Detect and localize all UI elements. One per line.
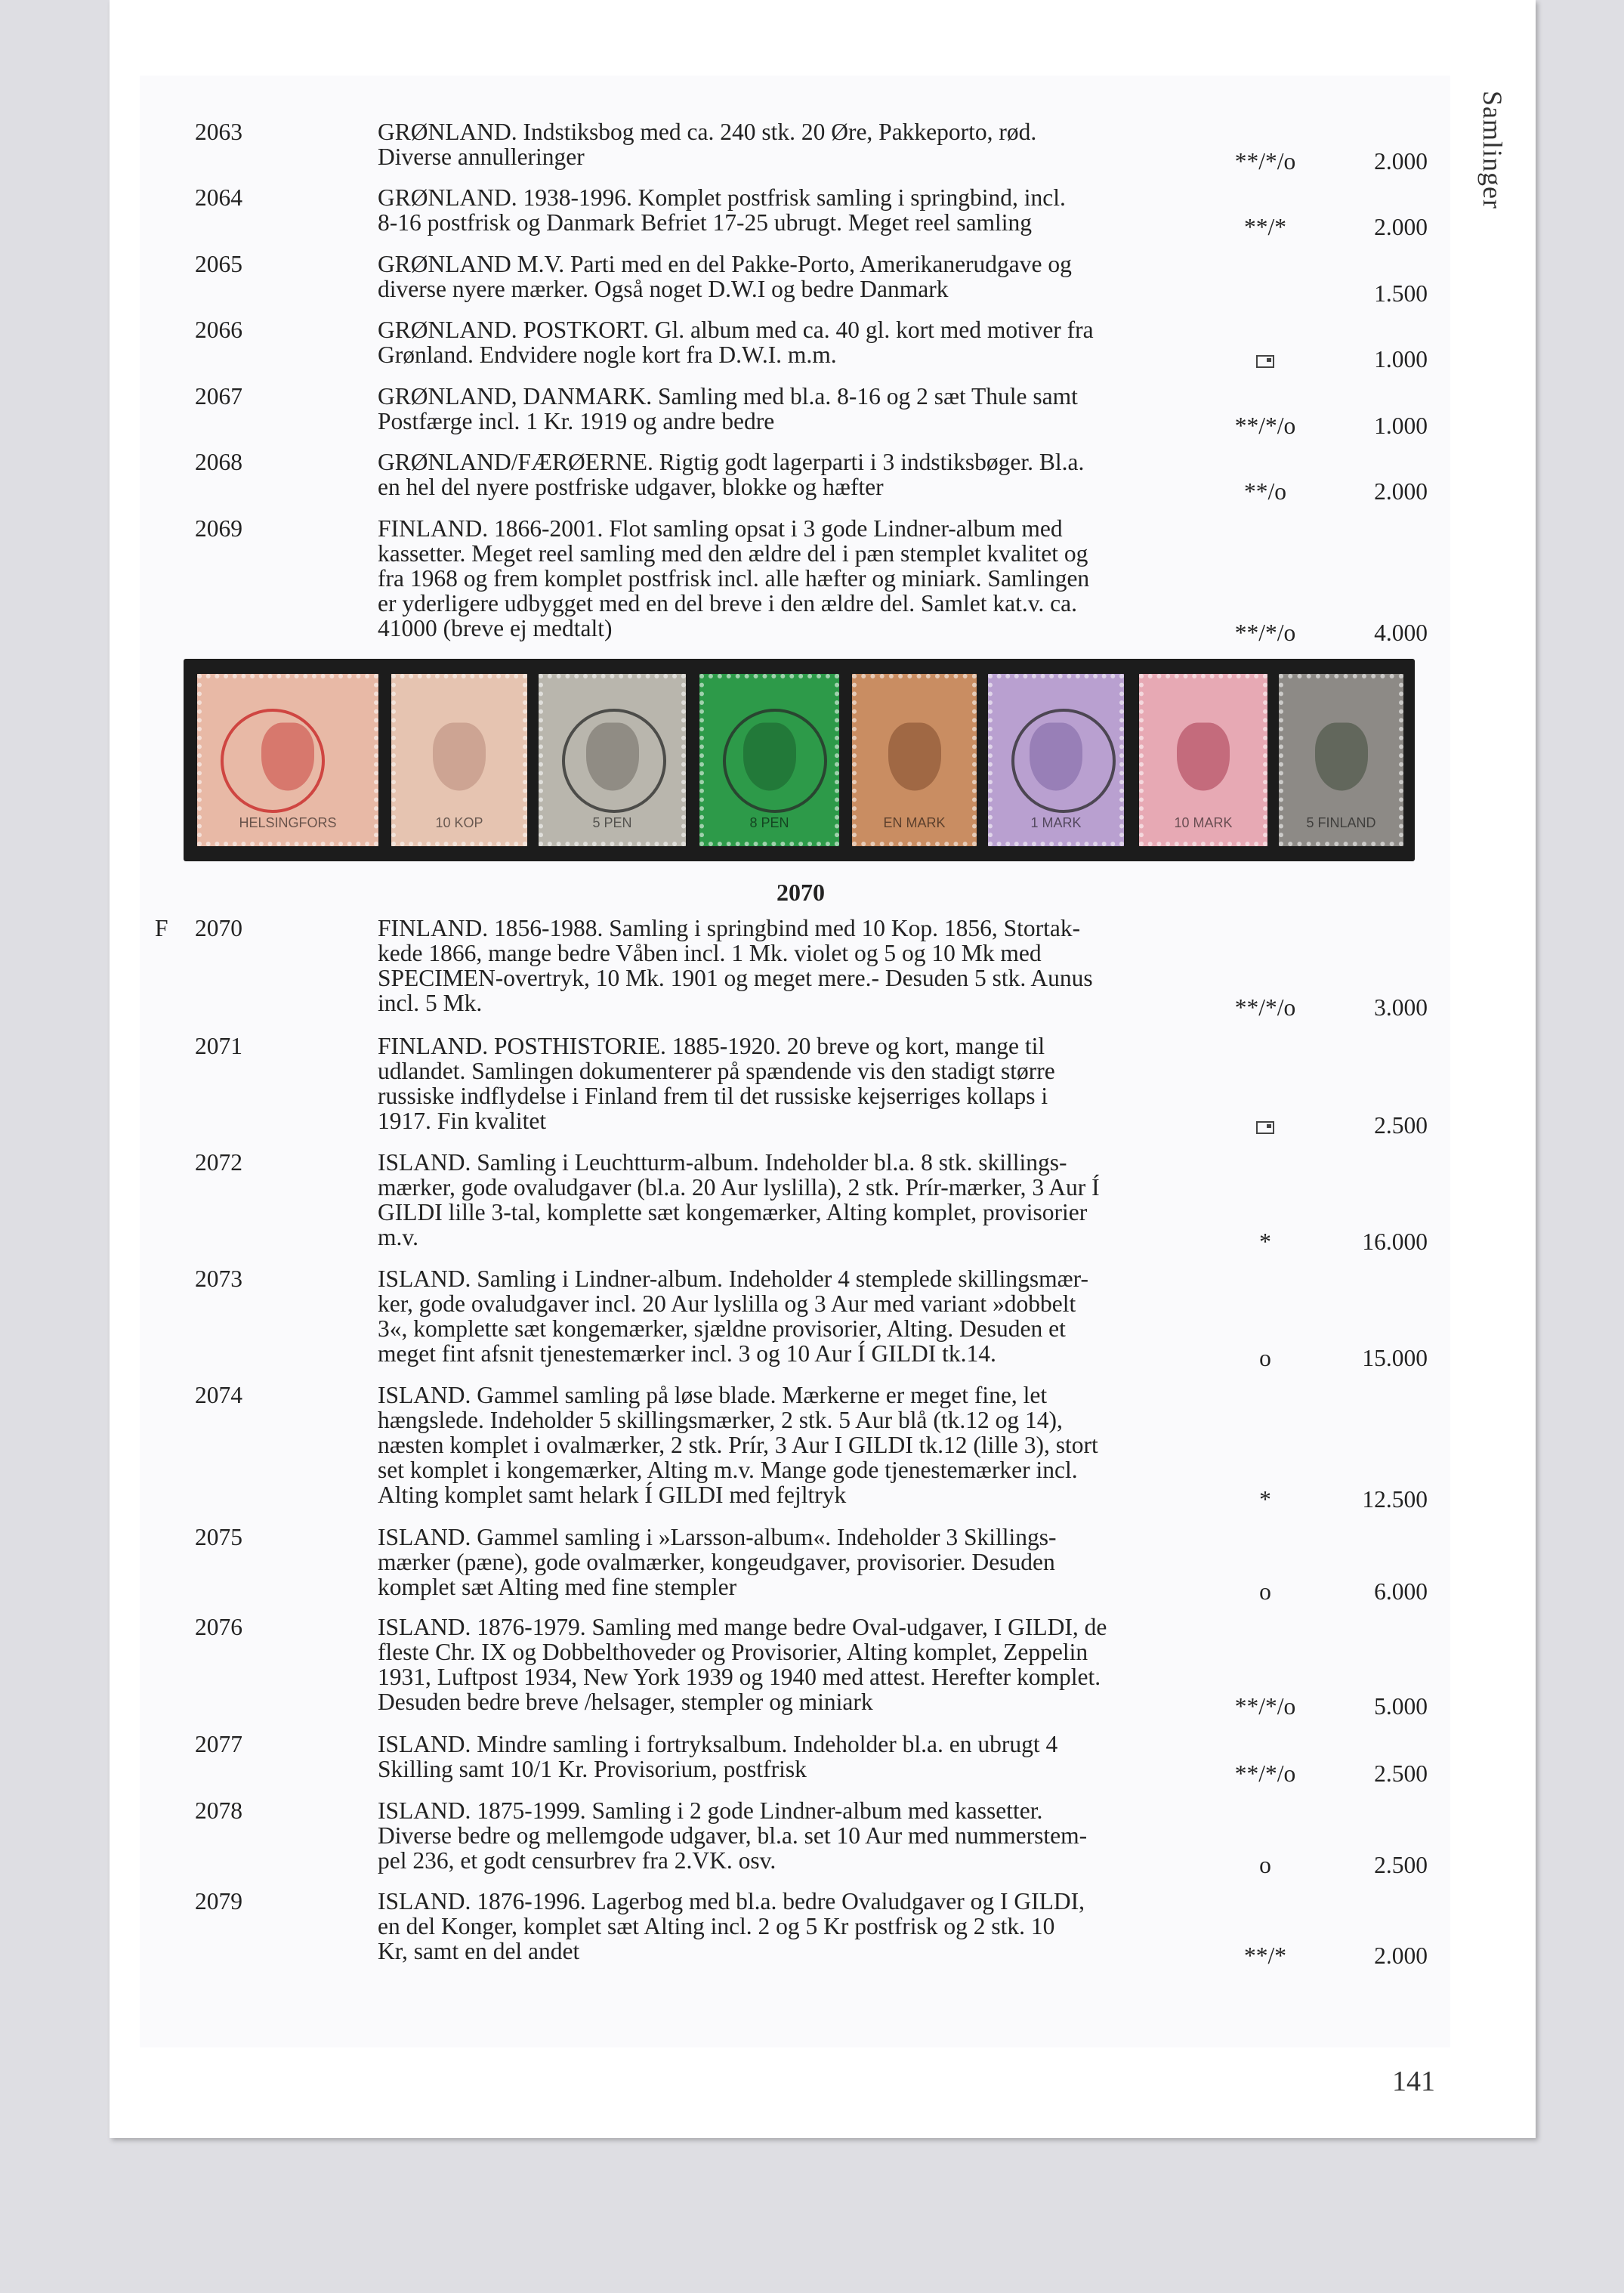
- lot-price: 16.000: [1362, 1228, 1428, 1255]
- stamp-label: 10 MARK: [1174, 815, 1233, 830]
- lot-condition: **/*: [1243, 214, 1286, 240]
- stamp: [852, 674, 977, 846]
- lot-price: 1.000: [1374, 413, 1428, 439]
- lot-description: [378, 317, 1231, 367]
- lot-price: 12.500: [1362, 1486, 1428, 1513]
- lot-number: 2069: [195, 515, 242, 542]
- lot-description-line: m.v.: [378, 1224, 418, 1250]
- lot-price: 2.500: [1374, 1852, 1428, 1878]
- lot-condition: **/*/o: [1234, 1693, 1296, 1720]
- lot-price: 15.000: [1362, 1345, 1428, 1371]
- lot-description-line: 8-16 postfrisk og Danmark Befriet 17-25 ubrugt. Meget reel samling: [378, 209, 1033, 236]
- figure-caption: 2070: [776, 879, 825, 906]
- lot-description-line: ISLAND. Samling i Leuchtturm-album. Indeholder bl.a. 8 stk. skillings-: [378, 1149, 1067, 1176]
- lot-description-line: GRØNLAND. POSTKORT. Gl. album med ca. 40 gl. kort med motiver fra: [378, 317, 1094, 343]
- lot-description-line: ISLAND. Mindre samling i fortryksalbum. Indeholder bl.a. en ubrugt 4: [378, 1731, 1058, 1757]
- lot-description: [378, 1525, 1231, 1599]
- stamp-label: 8 PEN: [749, 815, 789, 830]
- lot-number: 2074: [195, 1382, 242, 1408]
- lot-description-line: GRØNLAND/FÆRØERNE. Rigtig godt lagerparti i 3 indstiksbøger. Bl.a.: [378, 449, 1085, 475]
- lot-description-line: GRØNLAND M.V. Parti med en del Pakke-Porto, Amerikanerudgave og: [378, 251, 1072, 277]
- stamp-label: HELSINGFORS: [239, 815, 337, 830]
- postmark-cancel: [562, 709, 666, 813]
- lot-description-line: komplet sæt Alting med fine stempler: [378, 1574, 737, 1600]
- lot-description-line: ISLAND. Gammel samling i »Larsson-album«. Indeholder 3 Skillings-: [378, 1524, 1057, 1550]
- lot-description: [378, 1034, 1231, 1133]
- coat-of-arms-icon: [1315, 723, 1368, 791]
- lot-number: 2077: [195, 1731, 242, 1757]
- lot-number: 2079: [195, 1888, 242, 1914]
- lot-description-line: fleste Chr. IX og Dobbelthoveder og Provisorier, Alting komplet, Zeppelin: [378, 1639, 1088, 1665]
- lot-description-line: Grønland. Endvidere nogle kort fra D.W.I. m.m.: [378, 341, 837, 368]
- lot-condition: **/*/o: [1234, 148, 1296, 175]
- lot-number: 2072: [195, 1149, 242, 1176]
- lot-description-line: SPECIMEN-overtryk, 10 Mk. 1901 og meget mere.- Desuden 5 stk. Aunus: [378, 965, 1093, 991]
- lot-description-line: 1931, Luftpost 1934, New York 1939 og 1940 med attest. Herefter komplet.: [378, 1664, 1101, 1690]
- lot-description-line: Diverse annulleringer: [378, 144, 585, 170]
- lot-description: [378, 384, 1231, 434]
- cover-envelope-icon: [1256, 1121, 1274, 1134]
- lot-condition: o: [1259, 1852, 1271, 1878]
- lot-description: [378, 1150, 1231, 1250]
- stamp: [539, 674, 686, 846]
- lot-description: [378, 1266, 1231, 1366]
- lot-number: 2068: [195, 449, 242, 475]
- lot-condition: **/*: [1243, 1942, 1286, 1969]
- lot-flag: F: [155, 915, 168, 941]
- lot-description-line: ISLAND. 1876-1996. Lagerbog med bl.a. bedre Ovaludgaver og I GILDI,: [378, 1888, 1085, 1914]
- lot-description-line: Alting komplet samt helark Í GILDI med fejltryk: [378, 1482, 847, 1508]
- lot-number: 2075: [195, 1524, 242, 1550]
- postmark-cancel: [1011, 709, 1116, 813]
- lot-description-line: udlandet. Samlingen dokumenterer på spændende vis den stadigt større: [378, 1058, 1055, 1084]
- lot-description-line: FINLAND. 1856-1988. Samling i springbind med 10 Kop. 1856, Stortak-: [378, 915, 1081, 941]
- lot-number: 2073: [195, 1265, 242, 1292]
- lot-description: [378, 119, 1231, 169]
- cover-envelope-icon: [1256, 355, 1274, 368]
- lot-number: 2063: [195, 119, 242, 145]
- lot-condition: **/o: [1243, 478, 1286, 505]
- lot-description-line: russiske indflydelse i Finland frem til det russiske kejserriges kollaps i: [378, 1083, 1048, 1109]
- stamp-label: 1 MARK: [1030, 815, 1082, 830]
- lot-description-line: en hel del nyere postfriske udgaver, blokke og hæfter: [378, 474, 884, 500]
- coat-of-arms-icon: [433, 723, 486, 791]
- lot-description-line: set komplet i kongemærker, Alting m.v. Mange gode tjenestemærker incl.: [378, 1457, 1078, 1483]
- lot-description-line: Postfærge incl. 1 Kr. 1919 og andre bedre: [378, 408, 775, 434]
- lot-condition: [1193, 347, 1337, 372]
- lot-description-line: ISLAND. Samling i Lindner-album. Indeholder 4 stemplede skillingsmær-: [378, 1265, 1088, 1292]
- lot-description-line: Kr, samt en del andet: [378, 1938, 580, 1964]
- lot-number: 2066: [195, 317, 242, 343]
- lot-number: 2076: [195, 1614, 242, 1640]
- lot-description-line: ISLAND. Gammel samling på løse blade. Mærkerne er meget fine, let: [378, 1382, 1048, 1408]
- lot-price: 1.000: [1374, 346, 1428, 372]
- stamp: [1279, 674, 1403, 846]
- lot-description: [378, 1615, 1231, 1714]
- lot-description: [378, 185, 1231, 235]
- lot-description-line: ISLAND. 1875-1999. Samling i 2 gode Lindner-album med kassetter.: [378, 1797, 1043, 1824]
- stamp: [1139, 674, 1267, 846]
- lot-condition: *: [1259, 1228, 1271, 1255]
- stamp-label: EN MARK: [883, 815, 946, 830]
- stamp: [391, 674, 527, 846]
- lot-description: [378, 450, 1231, 499]
- lot-number: 2064: [195, 184, 242, 211]
- lot-description-line: ISLAND. 1876-1979. Samling med mange bedre Oval-udgaver, I GILDI, de: [378, 1614, 1107, 1640]
- lot-price: 2.000: [1374, 148, 1428, 175]
- lot-price: 2.500: [1374, 1760, 1428, 1787]
- lot-condition: o: [1259, 1578, 1271, 1605]
- lot-price: 2.000: [1374, 1942, 1428, 1969]
- lot-condition: **/*/o: [1234, 620, 1296, 646]
- lot-price: 5.000: [1374, 1693, 1428, 1720]
- lot-description: [378, 1383, 1231, 1507]
- stamp: [699, 674, 839, 846]
- lot-number: 2071: [195, 1033, 242, 1059]
- lot-price: 2.000: [1374, 214, 1428, 240]
- lot-description-line: Diverse bedre og mellemgode udgaver, bl.a. set 10 Aur med nummerstem-: [378, 1822, 1088, 1849]
- stamp-label: 5 FINLAND: [1306, 815, 1376, 830]
- stamp: [197, 674, 378, 846]
- lot-price: 1.500: [1374, 280, 1428, 307]
- postmark-cancel: [221, 709, 325, 813]
- lot-description-line: incl. 5 Mk.: [378, 990, 483, 1016]
- section-side-title: Samlinger: [1477, 91, 1508, 209]
- lot-description: [378, 1889, 1231, 1964]
- lot-description-line: næsten komplet i ovalmærker, 2 stk. Prír, 3 Aur I GILDI tk.12 (lille 3), stort: [378, 1432, 1098, 1458]
- lot-number: 2067: [195, 383, 242, 409]
- stamp: [988, 674, 1124, 846]
- lot-description-line: fra 1968 og frem komplet postfrisk incl. alle hæfter og miniark. Samlingen: [378, 565, 1090, 592]
- lot-description-line: GILDI lille 3-tal, komplette sæt kongemærker, Alting komplet, provisorier: [378, 1199, 1088, 1225]
- lot-condition: **/*/o: [1234, 413, 1296, 439]
- lot-description-line: mærker, gode ovaludgaver (bl.a. 20 Aur lyslilla), 2 stk. Prír-mærker, 3 Aur Í: [378, 1174, 1100, 1201]
- stamp-label: 5 PEN: [592, 815, 632, 830]
- lot-price: 4.000: [1374, 620, 1428, 646]
- lot-condition: [1193, 1113, 1337, 1138]
- lot-description: [378, 252, 1231, 301]
- lot-price: 3.000: [1374, 994, 1428, 1021]
- lot-description-line: Skilling samt 10/1 Kr. Provisorium, postfrisk: [378, 1756, 807, 1782]
- lot-description-line: 1917. Fin kvalitet: [378, 1108, 547, 1134]
- lot-description-line: mærker (pæne), gode ovalmærker, kongeudgaver, provisorier. Desuden: [378, 1549, 1055, 1575]
- lot-description-line: diverse nyere mærker. Også noget D.W.I og bedre Danmark: [378, 276, 949, 302]
- lot-description-line: ker, gode ovaludgaver incl. 20 Aur lyslilla og 3 Aur med variant »dobbelt: [378, 1290, 1076, 1317]
- lot-condition: o: [1259, 1345, 1271, 1371]
- page-number: 141: [1392, 2066, 1435, 2097]
- coat-of-arms-icon: [1177, 723, 1230, 791]
- coat-of-arms-icon: [888, 723, 941, 791]
- lot-price: 2.500: [1374, 1112, 1428, 1139]
- lot-description-line: GRØNLAND. Indstiksbog med ca. 240 stk. 20 Øre, Pakkeporto, rød.: [378, 119, 1037, 145]
- lot-description-line: 41000 (breve ej medtalt): [378, 615, 613, 641]
- lot-number: 2070: [195, 915, 242, 941]
- lot-condition: *: [1259, 1486, 1271, 1513]
- lot-price: 6.000: [1374, 1578, 1428, 1605]
- lot-description-line: en del Konger, komplet sæt Alting incl. 2 og 5 Kr postfrisk og 2 stk. 10: [378, 1913, 1055, 1939]
- lot-description-line: FINLAND. POSTHISTORIE. 1885-1920. 20 breve og kort, mange til: [378, 1033, 1045, 1059]
- stamp-label: 10 KOP: [435, 815, 483, 830]
- lot-description-line: meget fint afsnit tjenestemærker incl. 3 og 10 Aur Í GILDI tk.14.: [378, 1340, 996, 1367]
- lot-description-line: Desuden bedre breve /helsager, stempler og miniark: [378, 1689, 873, 1715]
- lot-description-line: hængslede. Indeholder 5 skillingsmærker, 2 stk. 5 Aur blå (tk.12 og 14),: [378, 1407, 1063, 1433]
- lot-description-line: pel 236, et godt censurbrev fra 2.VK. osv.: [378, 1847, 776, 1874]
- lot-number: 2078: [195, 1797, 242, 1824]
- lot-number: 2065: [195, 251, 242, 277]
- lot-description: [378, 1732, 1231, 1782]
- lot-description-line: kede 1866, mange bedre Våben incl. 1 Mk. violet og 5 og 10 Mk med: [378, 940, 1042, 966]
- lot-description: [378, 916, 1231, 1015]
- lot-description: [378, 516, 1231, 641]
- lot-description-line: 3«, komplette sæt kongemærker, sjældne provisorier, Alting. Desuden et: [378, 1315, 1066, 1342]
- lot-price: 2.000: [1374, 478, 1428, 505]
- lot-description-line: er yderligere udbygget med en del breve i den ældre del. Samlet kat.v. ca.: [378, 590, 1077, 617]
- postmark-cancel: [723, 709, 827, 813]
- lot-description: [378, 1798, 1231, 1873]
- lot-condition: **/*/o: [1234, 1760, 1296, 1787]
- lot-description-line: FINLAND. 1866-2001. Flot samling opsat i 3 gode Lindner-album med: [378, 515, 1063, 542]
- lot-description-line: GRØNLAND, DANMARK. Samling med bl.a. 8-16 og 2 sæt Thule samt: [378, 383, 1078, 409]
- lot-condition: **/*/o: [1234, 994, 1296, 1021]
- stamp-illustration: [184, 659, 1415, 861]
- lot-description-line: kassetter. Meget reel samling med den ældre del i pæn stemplet kvalitet og: [378, 540, 1088, 567]
- lot-description-line: GRØNLAND. 1938-1996. Komplet postfrisk samling i springbind, incl.: [378, 184, 1066, 211]
